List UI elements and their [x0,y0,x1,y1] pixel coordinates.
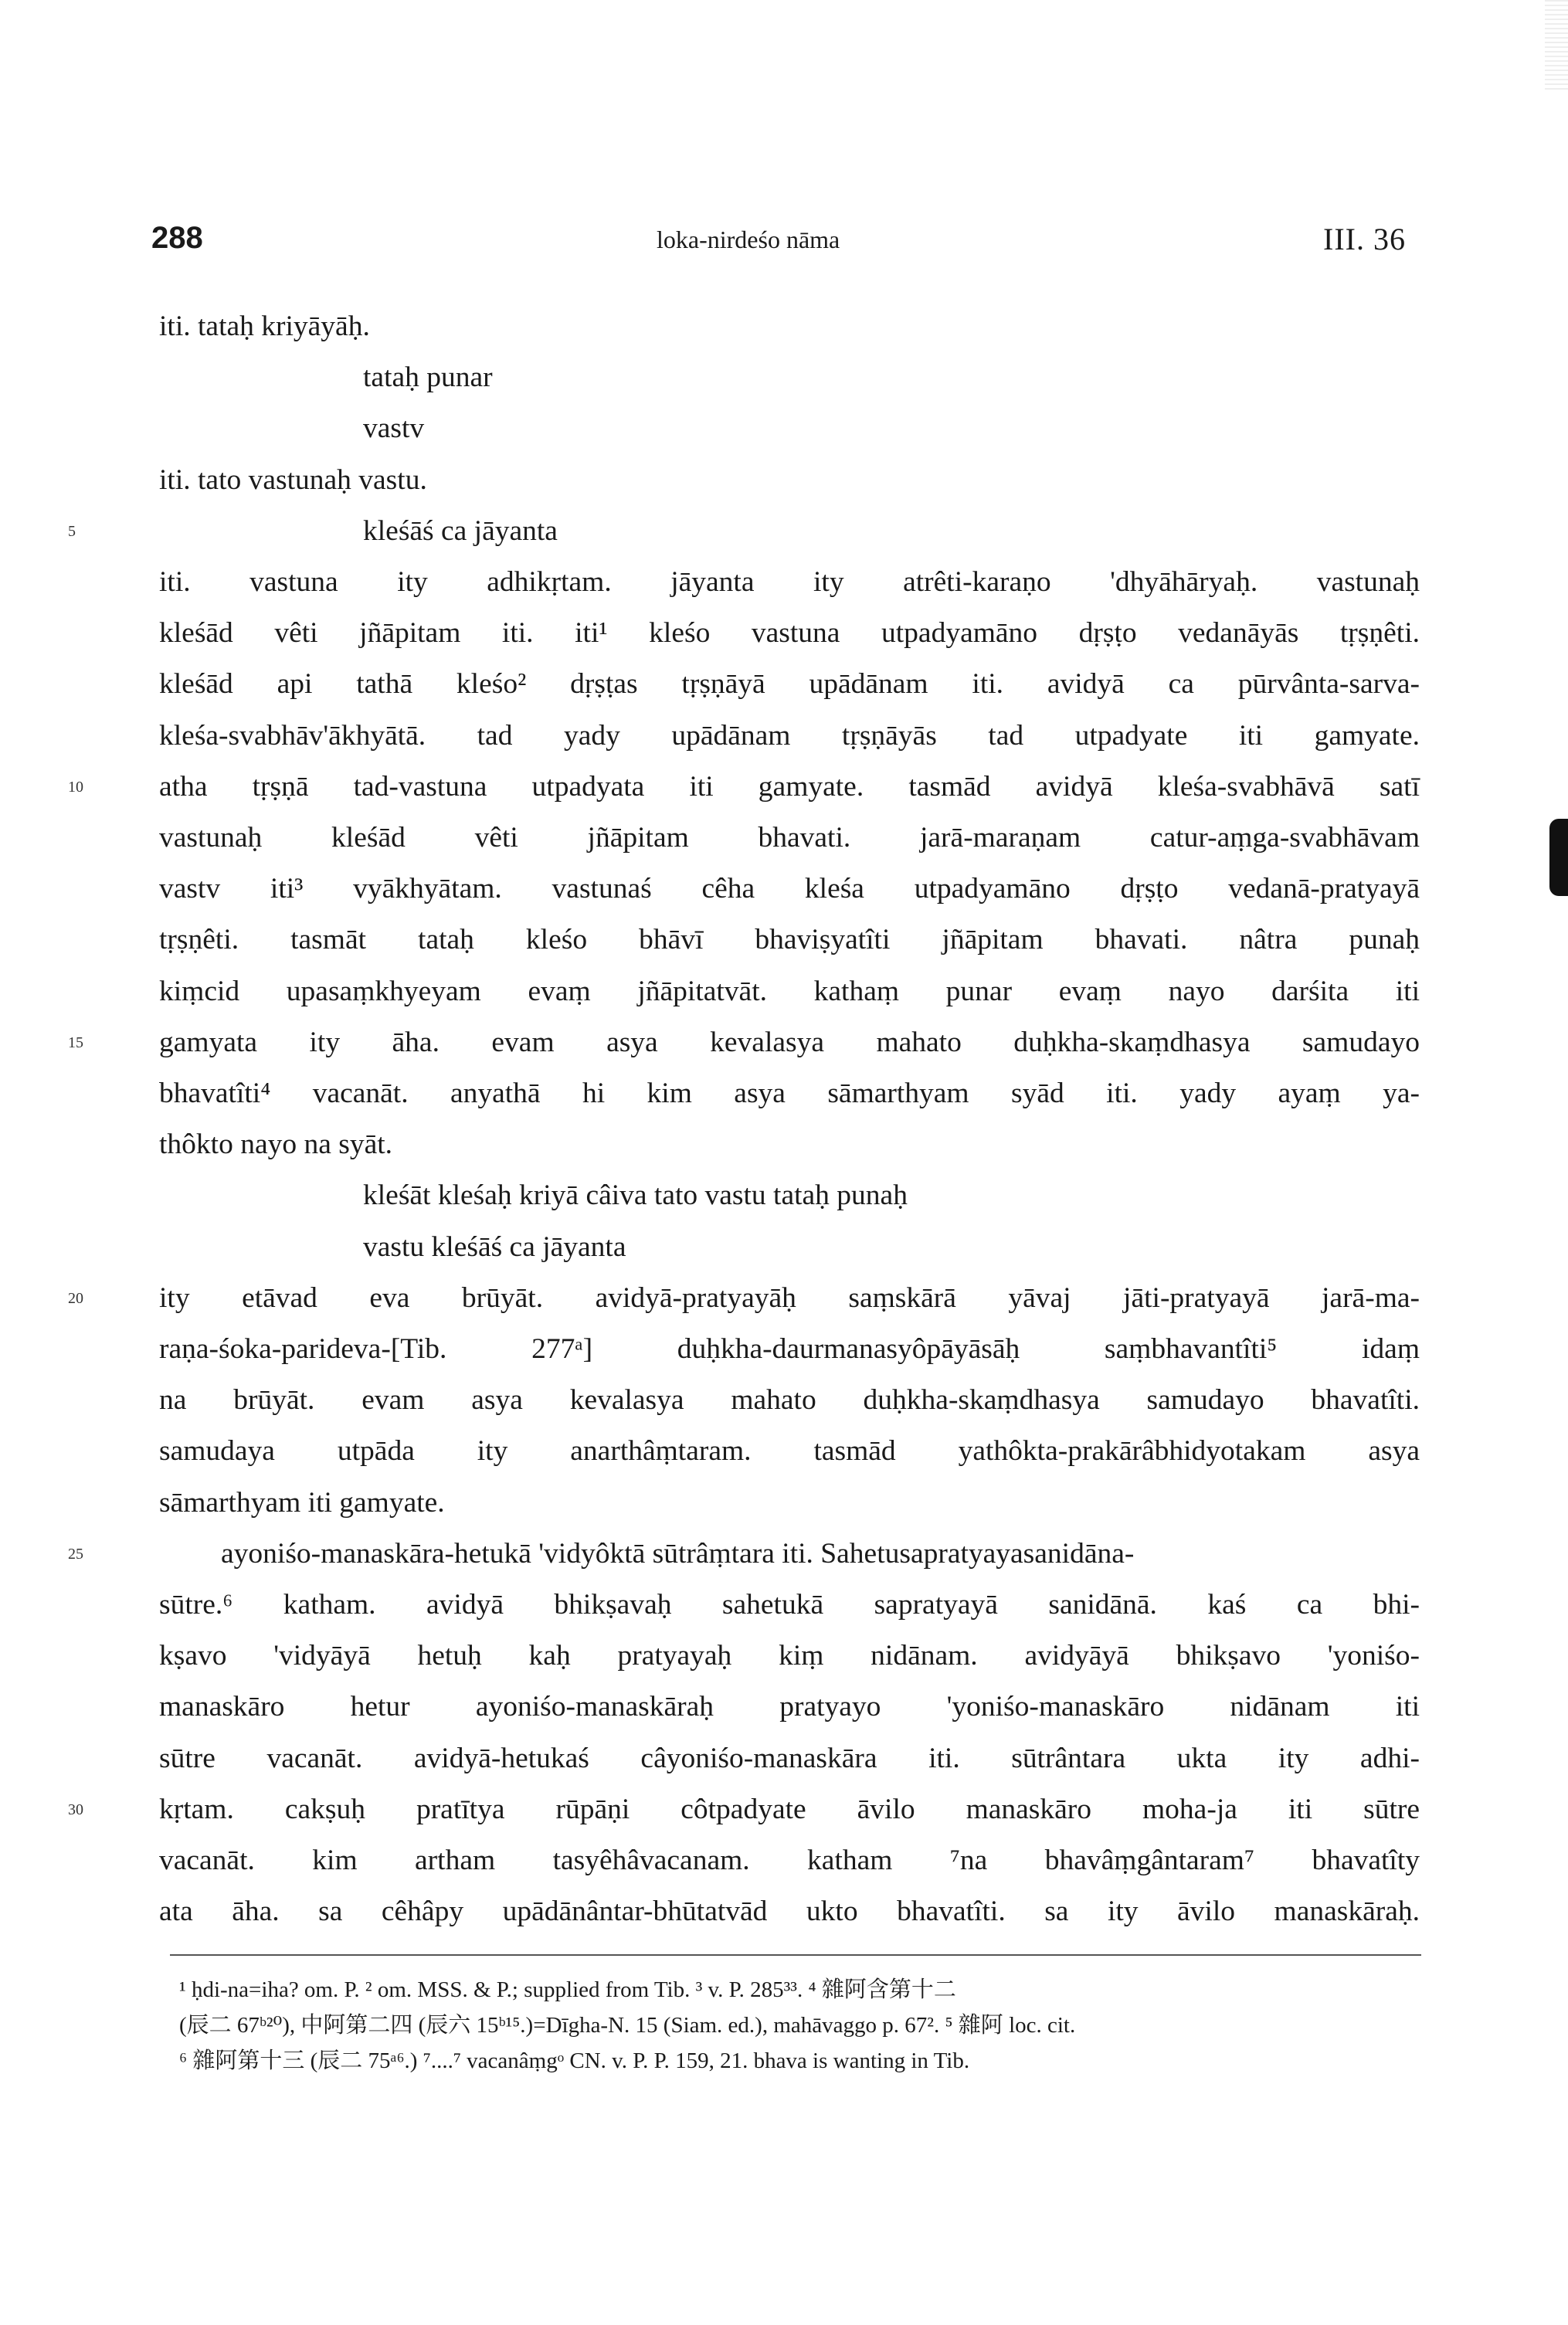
footnote-line: (辰二 67ᵇ²⁰), 中阿第二四 (辰六 15ᵇ¹⁵.)=Dīgha-N. 15 (Siam. ed.), mahāvaggo p. 67². ⁵ 雜阿 loc. cit. [179,2013,1076,2038]
text-line [0,1125,1568,1176]
text-line [0,870,1568,921]
text-line [0,1176,1568,1227]
verse-text: vastv [363,412,425,445]
line-text: gamyata ity āha. evam asya kevalasya mahato duḥkha-skaṃdhasya samudayo [159,1026,1420,1058]
line-text: ayoniśo-manaskāra-hetukā 'vidyôktā sūtrâṃtara iti. Sahetusapratyayasanidāna- [221,1537,1135,1570]
text-line [0,1279,1568,1330]
line-text: bhavatîti⁴ vacanāt. anyathā hi kim asya sāmarthyam syād iti. yady ayaṃ ya- [159,1078,1420,1109]
text-line [0,1023,1568,1074]
line-text: vastunaḥ kleśād vêti jñāpitam bhavati. jarā-maraṇam catur-aṃga-svabhāvam [159,822,1420,854]
text-line [0,409,1568,460]
text-line [0,1841,1568,1892]
text-line [0,461,1568,512]
text-line [0,1688,1568,1739]
text-line [0,1381,1568,1432]
verse-text: vastu kleśāś ca jāyanta [363,1230,626,1263]
line-text: kṣavo 'vidyāyā hetuḥ kaḥ pratyayaḥ kiṃ nidānam. avidyāyā bhikṣavo 'yoniśo- [159,1640,1420,1672]
line-number: 10 [68,778,83,796]
line-text: kleśād vêti jñāpitam iti. iti¹ kleśo vastuna utpadyamāno dṛṣṭo vedanāyās tṛṣṇêti. [159,617,1420,650]
text-line [0,1074,1568,1125]
line-text: tṛṣṇêti. tasmāt tataḥ kleśo bhāvī bhaviṣyatîti jñāpitam bhavati. nâtra punaḥ [159,924,1420,956]
line-text: thôkto nayo na syāt. [159,1129,393,1161]
line-number: 30 [68,1801,83,1818]
line-text: iti. tataḥ kriyāyāḥ. [159,311,370,342]
footnote-line: ⁶ 雜阿第十三 (辰二 75ᵃ⁶.) ⁷....⁷ vacanâṃgᵒ CN. v. P. P. 159, 21. bhava is wanting in Tib. [179,2048,970,2073]
text-line [0,972,1568,1023]
page-header [0,221,1568,267]
line-text: kleśād api tathā kleśo² dṛṣṭas tṛṣṇāyā upādānam iti. avidyā ca pūrvânta-sarva- [159,668,1420,701]
line-text: kiṃcid upasaṃkhyeyam evaṃ jñāpitatvāt. kathaṃ punar evaṃ nayo darśita iti [159,975,1420,1007]
line-number: 5 [68,522,76,540]
text-line [0,1432,1568,1483]
line-text: manaskāro hetur ayoniśo-manaskāraḥ pratyayo 'yoniśo-manaskāro nidānam iti [159,1691,1420,1723]
line-text: atha tṛṣṇā tad-vastuna utpadyata iti gamyate. tasmād avidyā kleśa-svabhāvā satī [159,770,1420,803]
section-number: III. 36 [1323,222,1406,256]
line-text: sūtre.⁶ katham. avidyā bhikṣavaḥ sahetukā sapratyayā sanidānā. kaś ca bhi- [159,1589,1420,1621]
line-text: iti. tato vastunaḥ vastu. [159,463,427,496]
footnote-divider [170,1954,1421,1956]
text-line [0,614,1568,665]
text-line [0,512,1568,563]
text-line [0,921,1568,972]
text-line [0,1535,1568,1586]
line-text: raṇa-śoka-parideva-[Tib. 277ᵃ] duḥkha-daurmanasyôpāyāsāḥ saṃbhavantîti⁵ idaṃ [159,1333,1420,1365]
verse-text: tataḥ punar [363,361,493,394]
text-line [0,1637,1568,1688]
line-number: 15 [68,1034,83,1051]
text-line [0,1790,1568,1841]
line-text: vastv iti³ vyākhyātam. vastunaś cêha kleśa utpadyamāno dṛṣṭo vedanā-pratyayā [159,873,1420,905]
text-line [0,1740,1568,1790]
text-line [0,307,1568,358]
line-text: kṛtam. cakṣuḥ pratītya rūpāṇi côtpadyate āvilo manaskāro moha-ja iti sūtre [159,1793,1420,1825]
footnote-line: ¹ ḥdi-na=iha? om. P. ² om. MSS. & P.; supplied from Tib. ³ v. P. 285³³. ⁴ 雜阿含第十二 [179,1977,956,2002]
text-line [0,768,1568,819]
text-line [0,563,1568,614]
line-text: iti. vastuna ity adhikṛtam. jāyanta ity atrêti-karaṇo 'dhyāhāryaḥ. vastunaḥ [159,566,1420,598]
text-line [0,358,1568,409]
verse-text: kleśāś ca jāyanta [363,514,558,547]
line-text: na brūyāt. evam asya kevalasya mahato duḥkha-skaṃdhasya samudayo bhavatîti. [159,1384,1420,1417]
text-line [0,1228,1568,1279]
text-line [0,1330,1568,1381]
line-number: 20 [68,1289,83,1307]
text-line [0,819,1568,870]
text-line [0,1586,1568,1637]
scan-edge-noise [1545,0,1568,93]
line-text: ity etāvad eva brūyāt. avidyā-pratyayāḥ saṃskārā yāvaj jāti-pratyayā jarā-ma- [159,1281,1420,1314]
line-text: sūtre vacanāt. avidyā-hetukaś câyoniśo-manaskāra iti. sūtrântara ukta ity adhi- [159,1742,1420,1774]
line-text: ata āha. sa cêhâpy upādānântar-bhūtatvād ukto bhavatîti. sa ity āvilo manaskāraḥ. [159,1896,1420,1928]
page-number: 288 [151,221,203,255]
line-number: 25 [68,1545,83,1563]
text-line [0,1892,1568,1943]
text-line [0,1484,1568,1535]
text-line [0,665,1568,716]
line-text: vacanāt. kim artham tasyêhâvacanam. katham ⁷na bhavâṃgântaram⁷ bhavatîty [159,1845,1420,1876]
line-text: kleśa-svabhāv'ākhyātā. tad yady upādānam tṛṣṇāyās tad utpadyate iti gamyate. [159,719,1420,752]
running-title: loka-nirdeśo nāma [657,226,840,253]
text-line [0,717,1568,768]
line-text: sāmarthyam iti gamyate. [159,1486,445,1519]
line-text: samudaya utpāda ity anarthâṃtaram. tasmād yathôkta-prakārâbhidyotakam asya [159,1435,1420,1468]
verse-text: kleśāt kleśaḥ kriyā câiva tato vastu tataḥ punaḥ [363,1179,908,1212]
